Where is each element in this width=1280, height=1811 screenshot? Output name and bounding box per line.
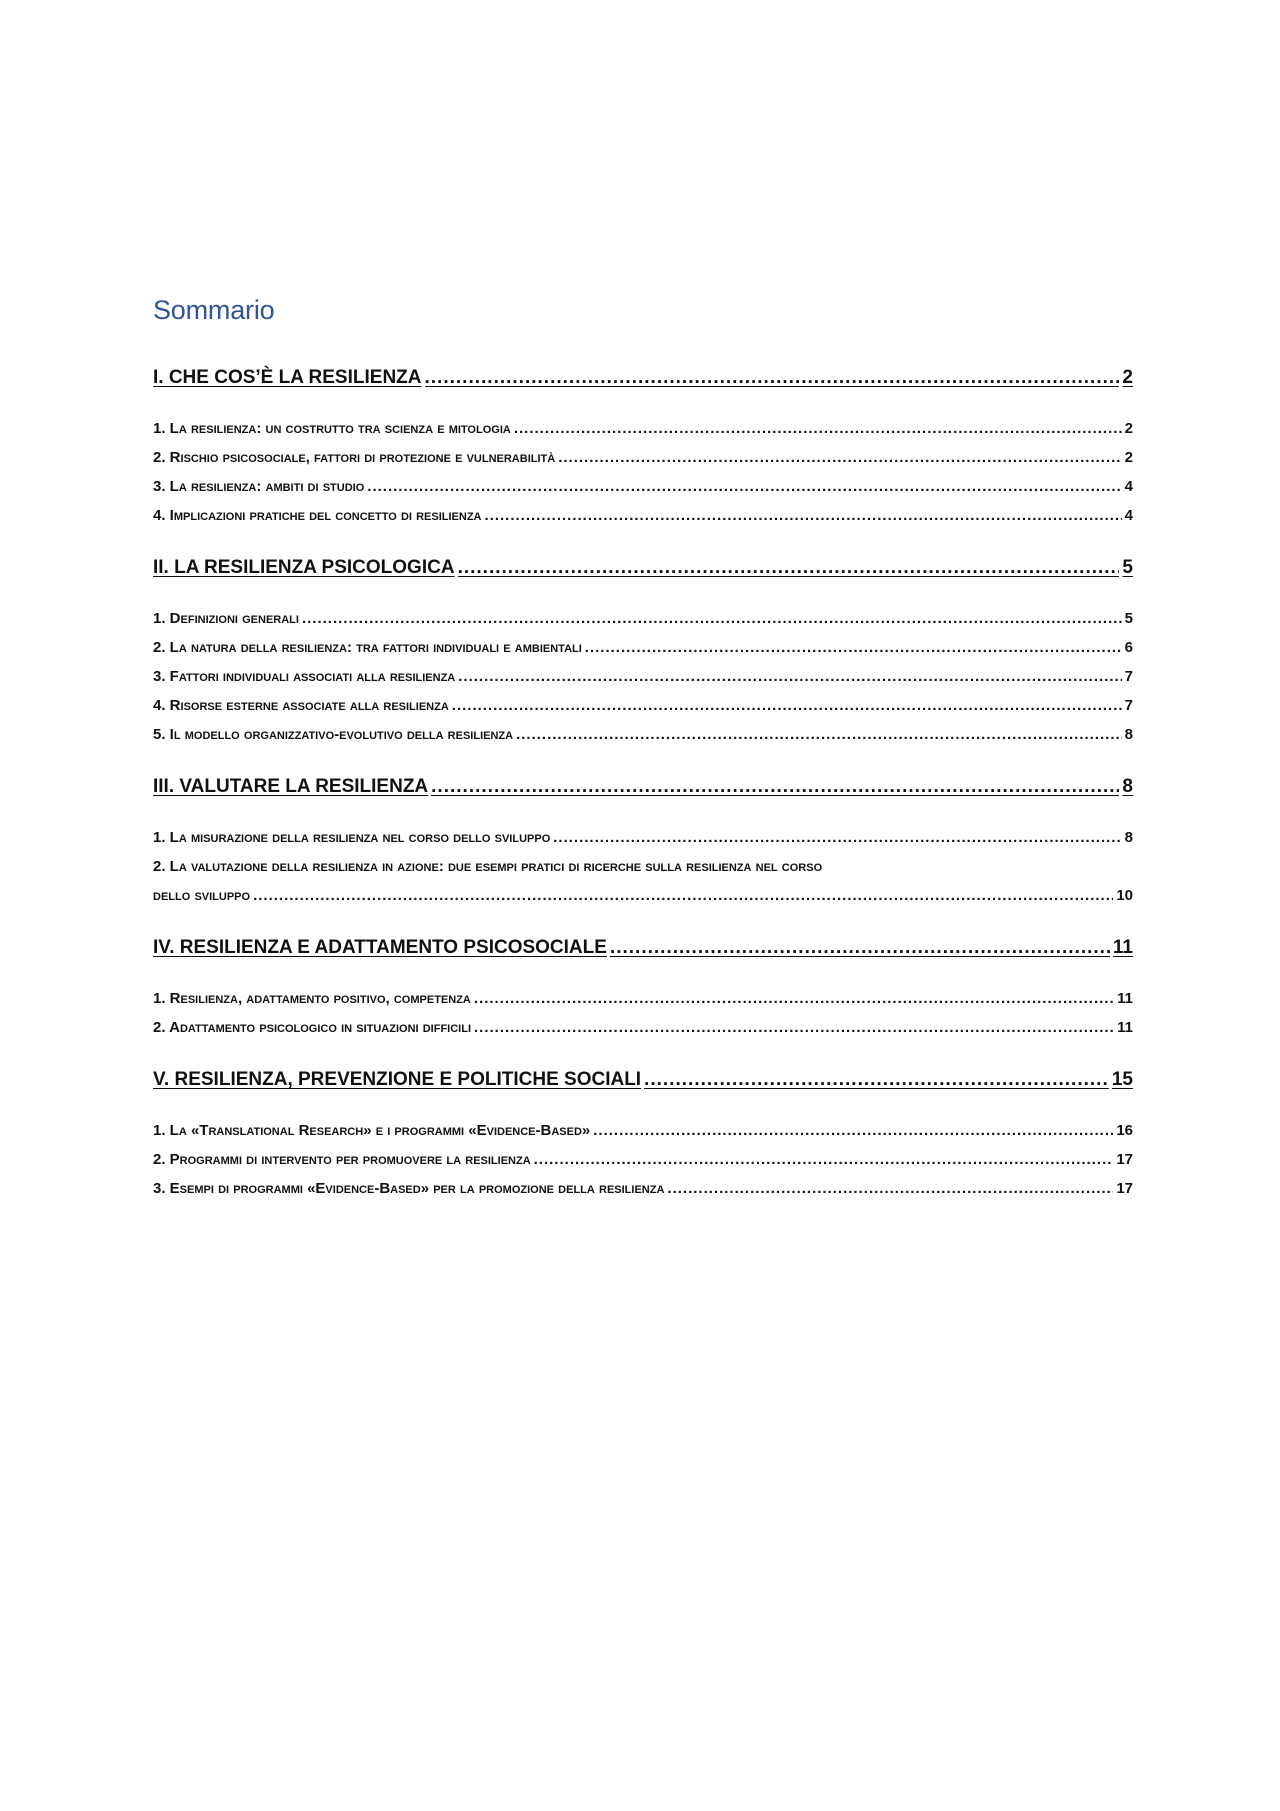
dot-leader xyxy=(558,443,1121,472)
dot-leader xyxy=(367,472,1121,501)
page-number: 8 xyxy=(1124,726,1133,743)
toc-entry-link[interactable] xyxy=(153,984,1133,1013)
toc-entry-link[interactable] xyxy=(153,823,1133,852)
entry-label: 2. Adattamento psicologico in situazioni difficili xyxy=(153,1019,471,1036)
section-list xyxy=(153,604,1133,749)
dot-leader xyxy=(514,414,1122,443)
chapter-2 xyxy=(153,554,1133,749)
entry-label: 4. Risorse esterne associate alla resilienza xyxy=(153,697,449,714)
toc-entry-link[interactable] xyxy=(153,633,1133,662)
dot-leader xyxy=(253,881,1113,910)
chapter-label: V. RESILIENZA, PREVENZIONE E POLITICHE SOCIALI xyxy=(153,1069,642,1090)
page-number: 16 xyxy=(1116,1122,1133,1139)
chapter-heading-link[interactable] xyxy=(153,364,1133,392)
dot-leader xyxy=(593,1116,1113,1145)
page-number: 7 xyxy=(1124,697,1133,714)
dot-leader xyxy=(667,1174,1113,1203)
entry-label: 5. Il modello organizzativo-evolutivo della resilienza xyxy=(153,726,514,743)
page-number: 4 xyxy=(1124,478,1133,495)
dot-leader xyxy=(452,691,1122,720)
page-number: 15 xyxy=(1111,1069,1133,1090)
section-list xyxy=(153,1116,1133,1203)
entry-label: 4. Implicazioni pratiche del concetto di resilienza xyxy=(153,507,482,524)
toc-entry-link[interactable] xyxy=(153,443,1133,472)
dot-leader xyxy=(534,1145,1114,1174)
chapter-heading-link[interactable] xyxy=(153,934,1133,962)
entry-label-line-2-row xyxy=(153,881,1133,910)
toc-entry-link[interactable] xyxy=(153,852,1133,910)
entry-label: 1. La resilienza: un costrutto tra scienza e mitologia xyxy=(153,420,511,437)
entry-label: 1. La misurazione della resilienza nel corso dello sviluppo xyxy=(153,829,551,846)
toc-entry-link[interactable] xyxy=(153,501,1133,530)
chapter-5 xyxy=(153,1066,1133,1203)
chapter-3 xyxy=(153,773,1133,910)
entry-label: 1. Resilienza, adattamento positivo, competenza xyxy=(153,990,471,1007)
page-number: 7 xyxy=(1124,668,1133,685)
page-number: 8 xyxy=(1124,829,1133,846)
section-list xyxy=(153,984,1133,1042)
dot-leader xyxy=(474,984,1114,1013)
page-number: 8 xyxy=(1122,776,1133,797)
dot-leader xyxy=(458,554,1120,582)
page-number: 2 xyxy=(1124,420,1133,437)
section-list xyxy=(153,823,1133,910)
dot-leader xyxy=(458,662,1121,691)
dot-leader xyxy=(474,1013,1114,1042)
toc-entry-link[interactable] xyxy=(153,662,1133,691)
page-number: 17 xyxy=(1116,1151,1133,1168)
chapter-heading-link[interactable] xyxy=(153,1066,1133,1094)
entry-label: 3. Fattori individuali associati alla resilienza xyxy=(153,668,456,685)
chapter-1 xyxy=(153,364,1133,530)
toc-entry-link[interactable] xyxy=(153,691,1133,720)
toc-entry-link[interactable] xyxy=(153,720,1133,749)
toc-entry-link[interactable] xyxy=(153,414,1133,443)
entry-label-line-2: dello sviluppo xyxy=(153,887,251,904)
toc-title: Sommario xyxy=(153,295,275,325)
entry-label: 3. La resilienza: ambiti di studio xyxy=(153,478,365,495)
chapter-heading-link[interactable] xyxy=(153,554,1133,582)
section-list xyxy=(153,414,1133,530)
dot-leader xyxy=(302,604,1122,633)
dot-leader xyxy=(610,934,1110,962)
chapter-heading-link[interactable] xyxy=(153,773,1133,801)
page-number: 17 xyxy=(1116,1180,1133,1197)
page-number: 5 xyxy=(1124,610,1133,627)
chapter-label: III. VALUTARE LA RESILIENZA xyxy=(153,776,429,797)
toc-entry-link[interactable] xyxy=(153,1145,1133,1174)
chapter-4 xyxy=(153,934,1133,1042)
page-number: 6 xyxy=(1124,639,1133,656)
page-number: 2 xyxy=(1122,367,1133,388)
toc-entry-link[interactable] xyxy=(153,1174,1133,1203)
dot-leader xyxy=(644,1066,1109,1094)
entry-label: 2. Programmi di intervento per promuovere la resilienza xyxy=(153,1151,531,1168)
dot-leader xyxy=(485,501,1122,530)
page-number: 11 xyxy=(1117,1019,1133,1036)
page-number: 11 xyxy=(1112,937,1133,958)
page-number: 10 xyxy=(1116,887,1133,904)
dot-leader xyxy=(425,364,1120,392)
entry-label: 2. Rischio psicosociale, fattori di protezione e vulnerabilità xyxy=(153,449,556,466)
dot-leader xyxy=(431,773,1119,801)
chapter-label: IV. RESILIENZA E ADATTAMENTO PSICOSOCIALE xyxy=(153,937,607,958)
toc-entry-link[interactable] xyxy=(153,472,1133,501)
toc-entry-link[interactable] xyxy=(153,1116,1133,1145)
toc-entry-link[interactable] xyxy=(153,604,1133,633)
dot-leader xyxy=(553,823,1121,852)
chapter-label: I. CHE COS’È LA RESILIENZA xyxy=(153,367,422,388)
page-number: 4 xyxy=(1124,507,1133,524)
toc-entry-link[interactable] xyxy=(153,1013,1133,1042)
dot-leader xyxy=(585,633,1122,662)
page-number: 11 xyxy=(1117,990,1133,1007)
document-page xyxy=(153,290,1133,1227)
entry-label-line-1: 2. La valutazione della resilienza in azione: due esempi pratici di ricerche sulla resilienza nel corso xyxy=(153,858,823,875)
entry-label: 2. La natura della resilienza: tra fattori individuali e ambientali xyxy=(153,639,582,656)
page-number: 2 xyxy=(1124,449,1133,466)
entry-label: 1. Definizioni generali xyxy=(153,610,299,627)
entry-label: 3. Esempi di programmi «Evidence-Based» per la promozione della resilienza xyxy=(153,1180,665,1197)
chapter-label: II. LA RESILIENZA PSICOLOGICA xyxy=(153,557,455,578)
dot-leader xyxy=(516,720,1122,749)
entry-label: 1. La «Translational Research» e i programmi «Evidence-Based» xyxy=(153,1122,591,1139)
page-number: 5 xyxy=(1122,557,1133,578)
